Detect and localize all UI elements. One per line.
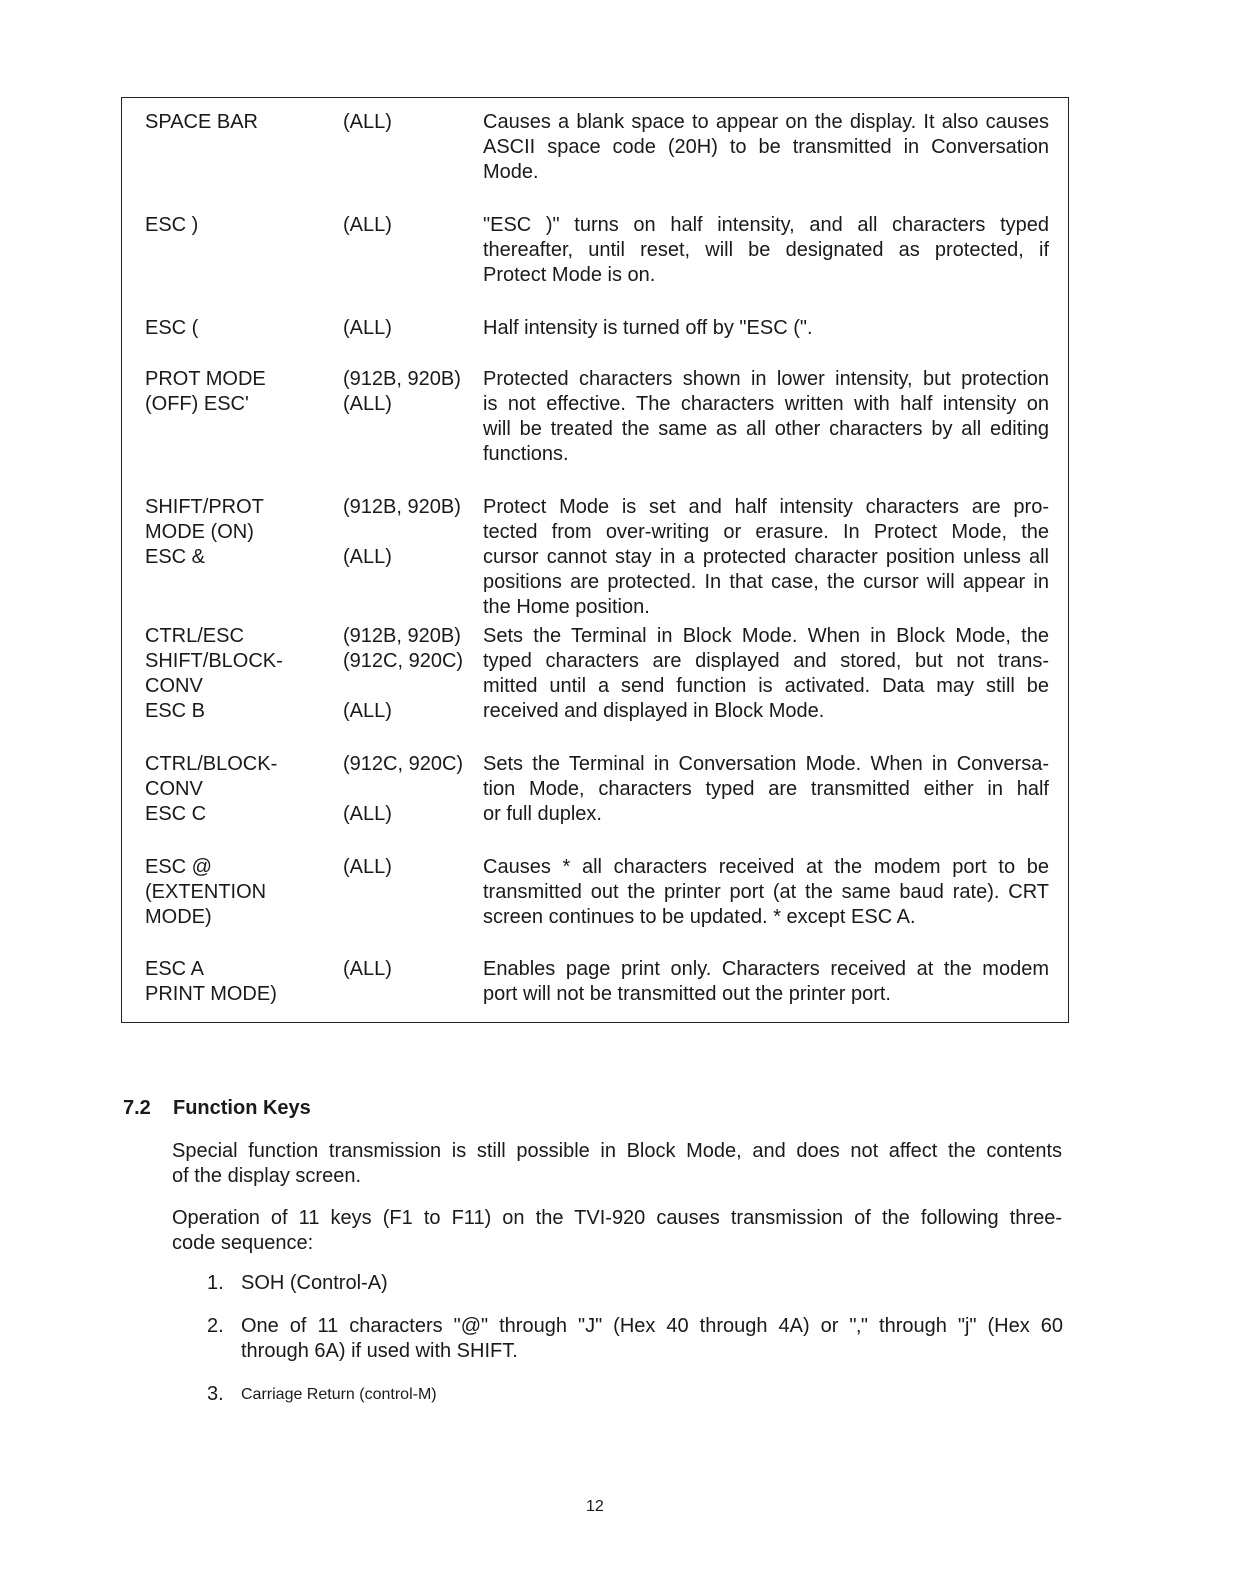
model-applicability: (ALL) xyxy=(343,317,392,339)
paragraph-line: of the display screen. xyxy=(172,1165,361,1187)
list-line: SOH (Control-A) xyxy=(241,1272,388,1294)
list-number: 2. xyxy=(207,1315,224,1337)
description-line: Enables page print only. Characters received at the modem xyxy=(483,958,1049,980)
model-applicability: (912B, 920B) xyxy=(343,368,461,390)
key-name: SHIFT/PROT xyxy=(145,496,264,518)
paragraph-line: code sequence: xyxy=(172,1232,314,1254)
description-line: the Home position. xyxy=(483,596,650,618)
paragraph xyxy=(172,1206,1062,1256)
key-name: (OFF) ESC' xyxy=(145,393,249,415)
key-name: MODE (ON) xyxy=(145,521,254,543)
key-name: ESC C xyxy=(145,803,207,825)
key-name: ESC ( xyxy=(145,317,199,339)
model-applicability: (ALL) xyxy=(343,111,392,133)
description-line: Protect Mode is on. xyxy=(483,264,656,286)
key-name: ESC ) xyxy=(145,214,199,236)
description-line: will be treated the same as all other characters by all editing xyxy=(483,418,1049,440)
key-name: MODE) xyxy=(145,906,212,928)
paragraph-line: Special function transmission is still possible in Block Mode, and does not affect the contents xyxy=(172,1140,1062,1162)
description-line: received and displayed in Block Mode. xyxy=(483,700,825,722)
description-line: ASCII space code (20H) to be transmitted in Conversation xyxy=(483,136,1049,158)
model-applicability: (912B, 920B) xyxy=(343,496,461,518)
key-name: ESC A xyxy=(145,958,204,980)
model-applicability: (912B, 920B) xyxy=(343,625,461,647)
model-applicability: (ALL) xyxy=(343,214,392,236)
description-line: mitted until a send function is activated. Data may still be xyxy=(483,675,1049,697)
description-line: "ESC )" turns on half intensity, and all characters typed xyxy=(483,214,1049,236)
key-name: CONV xyxy=(145,675,203,697)
description-line: screen continues to be updated. * except ESC A. xyxy=(483,906,916,928)
description-line: Mode. xyxy=(483,161,539,183)
list-text xyxy=(241,1271,1063,1296)
key-name: PROT MODE xyxy=(145,368,266,390)
key-name: CONV xyxy=(145,778,203,800)
description-line: transmitted out the printer port (at the same baud rate). CRT xyxy=(483,881,1049,903)
description-line: is not effective. The characters written with half intensity on xyxy=(483,393,1049,415)
key-name: ESC B xyxy=(145,700,206,722)
description-line: port will not be transmitted out the printer port. xyxy=(483,983,891,1005)
description-line: typed characters are displayed and stored, but not trans- xyxy=(483,650,1049,672)
list-number: 3. xyxy=(207,1383,224,1405)
model-applicability: (912C, 920C) xyxy=(343,650,464,672)
model-applicability: (912C, 920C) xyxy=(343,753,464,775)
key-name: SHIFT/BLOCK- xyxy=(145,650,283,672)
page-number: 12 xyxy=(586,1498,604,1515)
description-line: or full duplex. xyxy=(483,803,602,825)
key-name: CTRL/BLOCK- xyxy=(145,753,278,775)
section-title: Function Keys xyxy=(173,1097,311,1119)
description-line: tion Mode, characters typed are transmitted either in half xyxy=(483,778,1049,800)
section-number: 7.2 xyxy=(123,1097,151,1119)
key-name: SPACE BAR xyxy=(145,111,258,133)
description-line: Half intensity is turned off by "ESC (". xyxy=(483,317,813,339)
list-text xyxy=(241,1314,1063,1364)
description-line: Protected characters shown in lower intensity, but protection xyxy=(483,368,1049,390)
description-line: positions are protected. In that case, the cursor will appear in xyxy=(483,571,1049,593)
description-line: Causes * all characters received at the modem port to be xyxy=(483,856,1049,878)
description-line: functions. xyxy=(483,443,569,465)
model-applicability: (ALL) xyxy=(343,700,392,722)
description-line: Causes a blank space to appear on the display. It also causes xyxy=(483,111,1049,133)
model-applicability: (ALL) xyxy=(343,393,392,415)
description-line: cursor cannot stay in a protected character position unless all xyxy=(483,546,1049,568)
key-name: ESC & xyxy=(145,546,206,568)
description-line: Sets the Terminal in Block Mode. When in Block Mode, the xyxy=(483,625,1049,647)
key-function-table xyxy=(121,97,1069,1023)
list-line: through 6A) if used with SHIFT. xyxy=(241,1340,518,1362)
description-line: Protect Mode is set and half intensity characters are pro- xyxy=(483,496,1049,518)
list-line: One of 11 characters "@" through "J" (Hex 40 through 4A) or "‚" through "j" (Hex 60 xyxy=(241,1315,1063,1337)
model-applicability: (ALL) xyxy=(343,803,392,825)
list-line: Carriage Return (control-M) xyxy=(241,1386,437,1403)
description-line: tected from over-writing or erasure. In Protect Mode, the xyxy=(483,521,1049,543)
key-name: (EXTENTION xyxy=(145,881,267,903)
paragraph xyxy=(172,1139,1062,1189)
model-applicability: (ALL) xyxy=(343,958,392,980)
list-number: 1. xyxy=(207,1272,224,1294)
paragraph-line: Operation of 11 keys (F1 to F11) on the TVI-920 causes transmission of the following three- xyxy=(172,1207,1062,1229)
description-line: Sets the Terminal in Conversation Mode. When in Conversa- xyxy=(483,753,1049,775)
description-line: thereafter, until reset, will be designated as protected, if xyxy=(483,239,1049,261)
model-applicability: (ALL) xyxy=(343,856,392,878)
key-name: CTRL/ESC xyxy=(145,625,244,647)
list-text xyxy=(241,1382,1063,1407)
key-name: PRINT MODE) xyxy=(145,983,277,1005)
model-applicability: (ALL) xyxy=(343,546,392,568)
section-heading xyxy=(123,1097,311,1120)
key-name: ESC @ xyxy=(145,856,212,878)
